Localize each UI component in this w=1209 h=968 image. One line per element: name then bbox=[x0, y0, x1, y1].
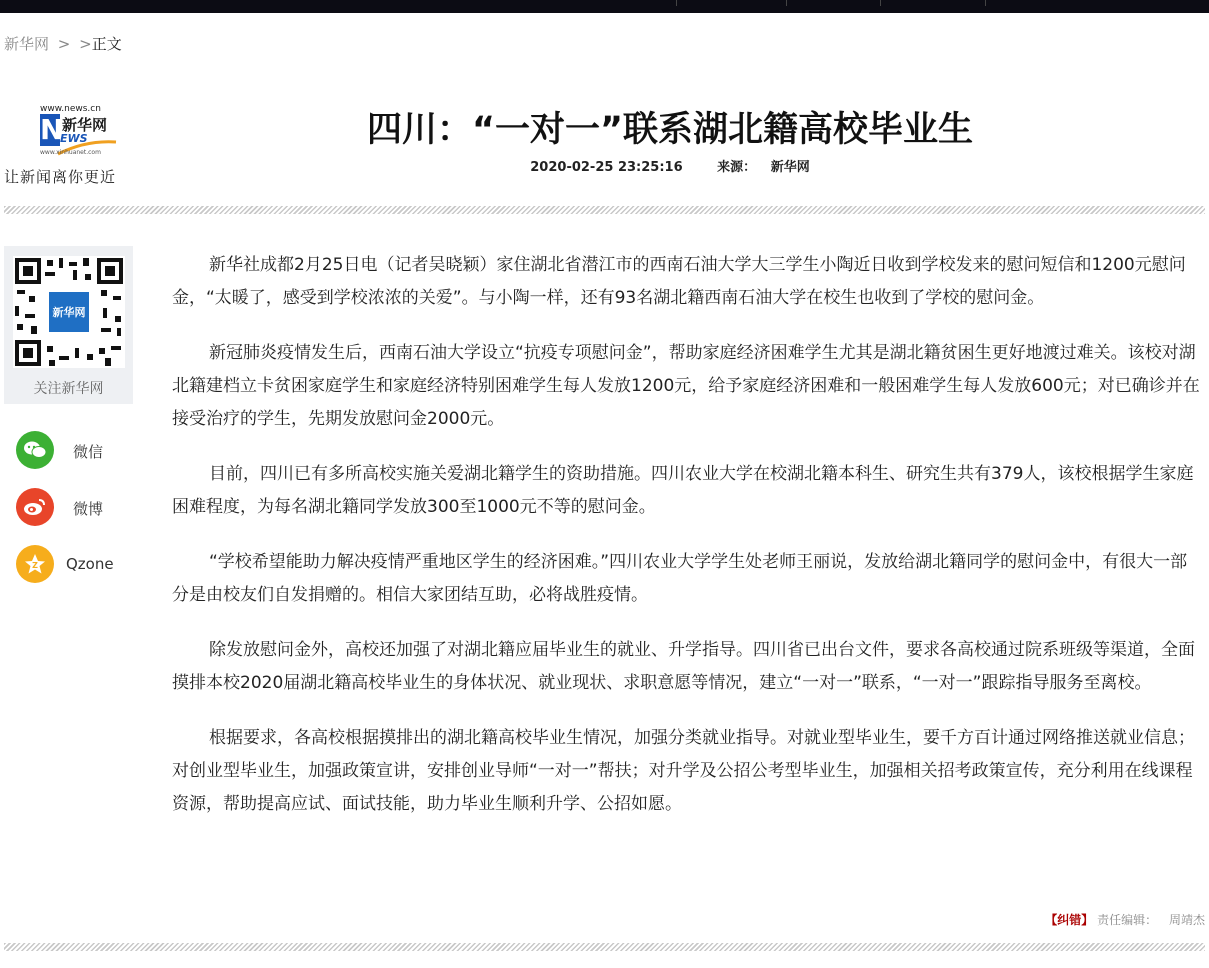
qr-code-image bbox=[13, 256, 125, 368]
share-qzone-label: Qzone bbox=[66, 555, 114, 573]
breadcrumb-home-link[interactable]: 新华网 bbox=[4, 35, 50, 53]
qr-code-panel bbox=[4, 246, 133, 404]
article-paragraph: 除发放慰问金外，高校还加强了对湖北籍应届毕业生的就业、升学指导。四川省已出台文件，要求各高校通过院系班级等渠道，全面摸排本校2020届湖北籍高校毕业生的身体状况、就业现状、求职意愿等情况，建立“一对一”联系，“一对一”跟踪指导服务至离校。 bbox=[172, 640, 1195, 693]
share-qzone-button[interactable] bbox=[16, 545, 136, 585]
correction-link[interactable]: 【纠错】 bbox=[1045, 913, 1094, 927]
article-datetime: 2020-02-25 23:25:16 bbox=[530, 160, 683, 175]
qzone-icon bbox=[16, 545, 54, 583]
header-divider bbox=[4, 206, 1205, 214]
article-paragraph: 目前，四川已有多所高校实施关爱湖北籍学生的资助措施。四川农业大学在校湖北籍本科生、研究生共有379人，该校根据学生家庭困难程度，为每名湖北籍同学发放300至1000元不等的慰问金。 bbox=[172, 464, 1194, 517]
article-paragraph: 新冠肺炎疫情发生后，西南石油大学设立“抗疫专项慰问金”，帮助家庭经济困难学生尤其是湖北籍贫困生更好地渡过难关。该校对湖北籍建档立卡贫困家庭学生和家庭经济特别困难学生每人发放1200元，给予家庭经济困难和一般困难学生每人发放600元；对已确诊并在接受治疗的学生，先期发放慰问金2000元。 bbox=[172, 343, 1200, 429]
logo-letter-mark: N bbox=[40, 113, 64, 146]
share-wechat-button[interactable] bbox=[16, 431, 136, 471]
nav-divider bbox=[880, 0, 881, 6]
qr-badge-text: 新华网 bbox=[52, 306, 86, 319]
article-title: 四川：“一对一”联系湖北籍高校毕业生 bbox=[366, 110, 973, 150]
article-body bbox=[172, 249, 1204, 843]
logo-slogan: 让新闻离你更近 bbox=[4, 168, 117, 186]
article-paragraph: 根据要求，各高校根据摸排出的湖北籍高校毕业生情况，加强分类就业指导。对就业型毕业生，要千方百计通过网络推送就业信息；对创业型毕业生，加强政策宣讲，安排创业导师“一对一”帮扶；对升学及公招公考型毕业生，加强相关招考政策宣传，充分利用在线课程资源，帮助提高应试、面试技能，助力毕业生顺利升学、公招如愿。 bbox=[172, 728, 1195, 814]
xinhua-logo[interactable] bbox=[4, 100, 139, 190]
editor-info bbox=[1045, 911, 1205, 928]
nav-divider bbox=[985, 0, 986, 6]
wechat-icon bbox=[16, 431, 54, 469]
share-wechat-label: 微信 bbox=[73, 443, 104, 461]
article-paragraph: “学校希望能助力解决疫情严重地区学生的经济困难。”四川农业大学学生处老师王丽说，发放给湖北籍同学的慰问金中，有很大一部分是由校友们自发捐赠的。相信大家团结互助，必将战胜疫情。 bbox=[172, 552, 1188, 605]
editor-label: 责任编辑： bbox=[1097, 913, 1158, 927]
top-navigation-bar bbox=[0, 0, 1209, 13]
article-source-label: 来源： bbox=[717, 160, 757, 175]
logo-brand-name: 新华网 bbox=[62, 116, 108, 134]
footer-divider bbox=[4, 943, 1205, 951]
share-weibo-button[interactable] bbox=[16, 488, 136, 528]
editor-name: 周靖杰 bbox=[1168, 913, 1205, 927]
breadcrumb-current: 正文 bbox=[91, 35, 122, 53]
nav-divider bbox=[786, 0, 787, 6]
article-source: 新华网 bbox=[770, 160, 810, 175]
nav-divider bbox=[676, 0, 677, 6]
breadcrumb-separator: > bbox=[79, 35, 92, 53]
logo-domain: www.xinhuanet.com bbox=[40, 149, 101, 156]
qr-label: 关注新华网 bbox=[33, 381, 104, 397]
article-meta bbox=[170, 156, 1170, 175]
svg-text:Z: Z bbox=[32, 561, 38, 570]
share-weibo-label: 微博 bbox=[73, 500, 104, 518]
logo-brand-tail: EWS bbox=[60, 132, 88, 145]
weibo-icon bbox=[16, 488, 54, 526]
breadcrumb bbox=[4, 33, 122, 54]
breadcrumb-separator: > bbox=[57, 35, 71, 53]
logo-site-url: www.news.cn bbox=[40, 104, 101, 114]
article-paragraph: 新华社成都2月25日电（记者吴晓颖）家住湖北省潜江市的西南石油大学大三学生小陶近日收到学校发来的慰问短信和1200元慰问金，“太暖了，感受到学校浓浓的关爱”。与小陶一样，还有93名湖北籍西南石油大学在校生也收到了学校的慰问金。 bbox=[172, 255, 1186, 308]
